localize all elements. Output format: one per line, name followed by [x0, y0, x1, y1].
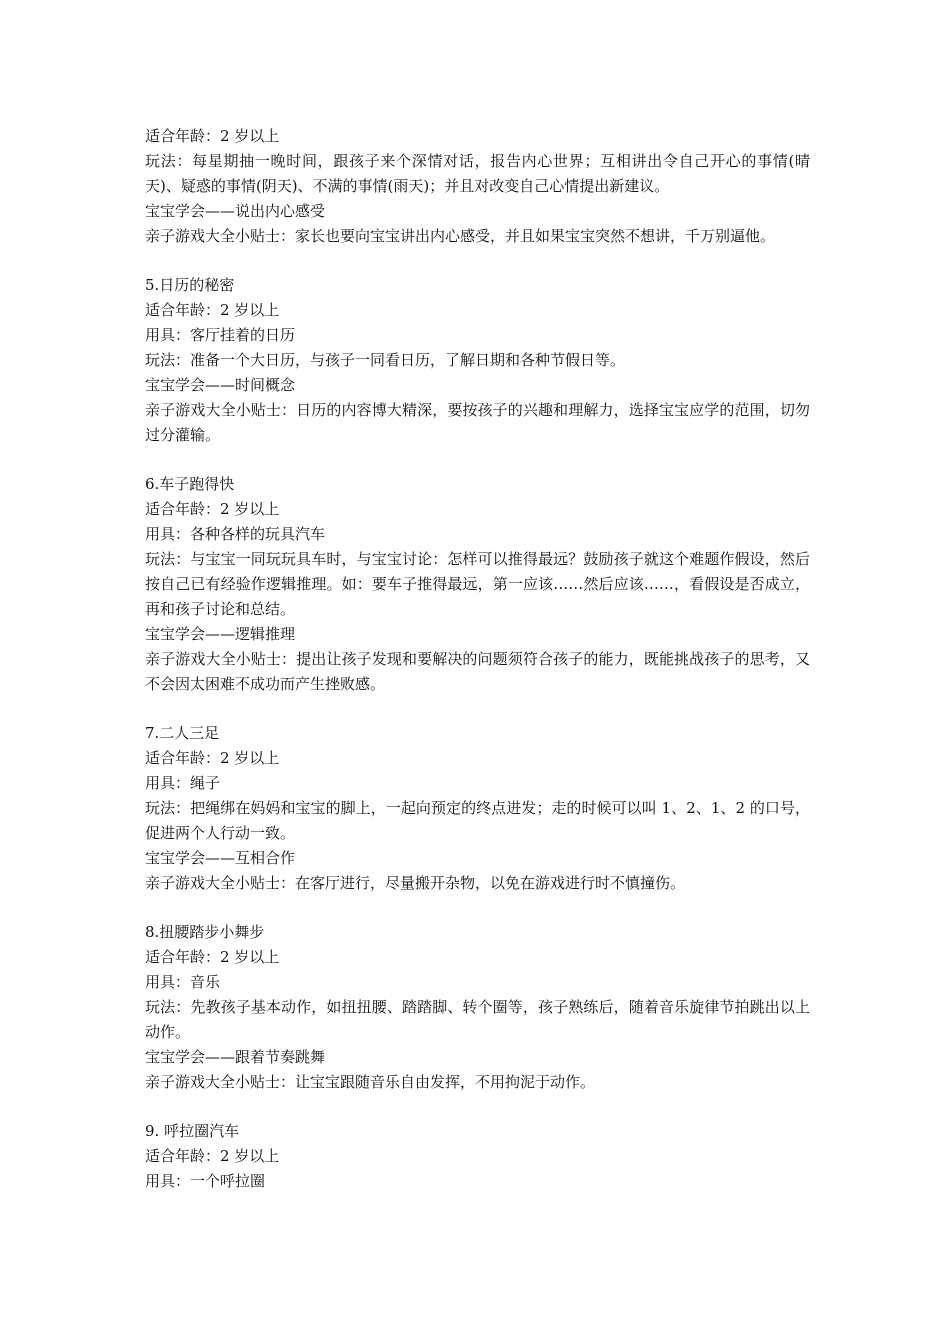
section-8	[145, 920, 810, 1095]
tip-paragraph: 亲子游戏大全小贴士：家长也要向宝宝讲出内心感受，并且如果宝宝突然不想讲，千万别逼他。	[145, 227, 776, 245]
tool-line: 用具：音乐	[145, 973, 221, 991]
section-title: 6.车子跑得快	[145, 475, 235, 493]
section-9	[145, 1119, 810, 1194]
tool-line: 用具：客厅挂着的日历	[145, 326, 296, 344]
learn-line: 宝宝学会——跟着节奏跳舞	[145, 1048, 326, 1066]
play-paragraph: 玩法：与宝宝一同玩玩具车时，与宝宝讨论：怎样可以推得最远？鼓励孩子就这个难题作假设，然后按自己已有经验作逻辑推理。如：要车子推得最远，第一应该……然后应该……，看假设是否成立，再和孩子讨论和总结。	[145, 550, 810, 618]
age-line: 适合年龄：2 岁以上	[145, 1147, 280, 1165]
section-title: 9. 呼拉圈汽车	[145, 1122, 240, 1140]
section-gap	[145, 896, 810, 920]
section-title: 5.日历的秘密	[145, 276, 235, 294]
tip-paragraph: 亲子游戏大全小贴士：在客厅进行，尽量搬开杂物，以免在游戏进行时不慎撞伤。	[145, 874, 686, 892]
play-paragraph: 玩法：先教孩子基本动作，如扭扭腰、踏踏脚、转个圈等，孩子熟练后，随着音乐旋律节拍跳出以上动作。	[145, 998, 810, 1041]
section-gap	[145, 249, 810, 273]
play-paragraph: 玩法：把绳绑在妈妈和宝宝的脚上，一起向预定的终点进发；走的时候可以叫 1、2、1、2 的口号，促进两个人行动一致。	[145, 799, 810, 842]
tip-paragraph: 亲子游戏大全小贴士：日历的内容博大精深，要按孩子的兴趣和理解力，选择宝宝应学的范围，切勿过分灌输。	[145, 401, 810, 444]
tip-paragraph: 亲子游戏大全小贴士：让宝宝跟随音乐自由发挥，不用拘泥于动作。	[145, 1073, 596, 1091]
section-5	[145, 273, 810, 448]
learn-line: 宝宝学会——互相合作	[145, 849, 296, 867]
age-line: 适合年龄：2 岁以上	[145, 749, 280, 767]
tool-line: 用具：一个呼拉圈	[145, 1172, 266, 1190]
tool-line: 用具：各种各样的玩具汽车	[145, 525, 326, 543]
age-line: 适合年龄：2 岁以上	[145, 127, 280, 145]
document-page	[145, 124, 810, 1194]
tool-line: 用具：绳子	[145, 774, 221, 792]
section-6	[145, 472, 810, 697]
learn-line: 宝宝学会——逻辑推理	[145, 625, 296, 643]
section-title: 8.扭腰踏步小舞步	[145, 923, 265, 941]
section-7	[145, 721, 810, 896]
section-gap	[145, 448, 810, 472]
section-title: 7.二人三足	[145, 724, 220, 742]
play-paragraph: 玩法：准备一个大日历，与孩子一同看日历，了解日期和各种节假日等。	[145, 351, 626, 369]
age-line: 适合年龄：2 岁以上	[145, 301, 280, 319]
age-line: 适合年龄：2 岁以上	[145, 500, 280, 518]
section-gap	[145, 697, 810, 721]
tip-paragraph: 亲子游戏大全小贴士：提出让孩子发现和要解决的问题须符合孩子的能力，既能挑战孩子的思考，又不会因太困难不成功而产生挫败感。	[145, 650, 810, 693]
section-gap	[145, 1095, 810, 1119]
learn-line: 宝宝学会——时间概念	[145, 376, 296, 394]
section-4	[145, 124, 810, 249]
learn-line: 宝宝学会——说出内心感受	[145, 202, 326, 220]
age-line: 适合年龄：2 岁以上	[145, 948, 280, 966]
play-paragraph: 玩法：每星期抽一晚时间，跟孩子来个深情对话，报告内心世界；互相讲出令自己开心的事情(晴天)、疑惑的事情(阴天)、不满的事情(雨天)；并且对改变自己心情提出新建议。	[145, 152, 810, 195]
